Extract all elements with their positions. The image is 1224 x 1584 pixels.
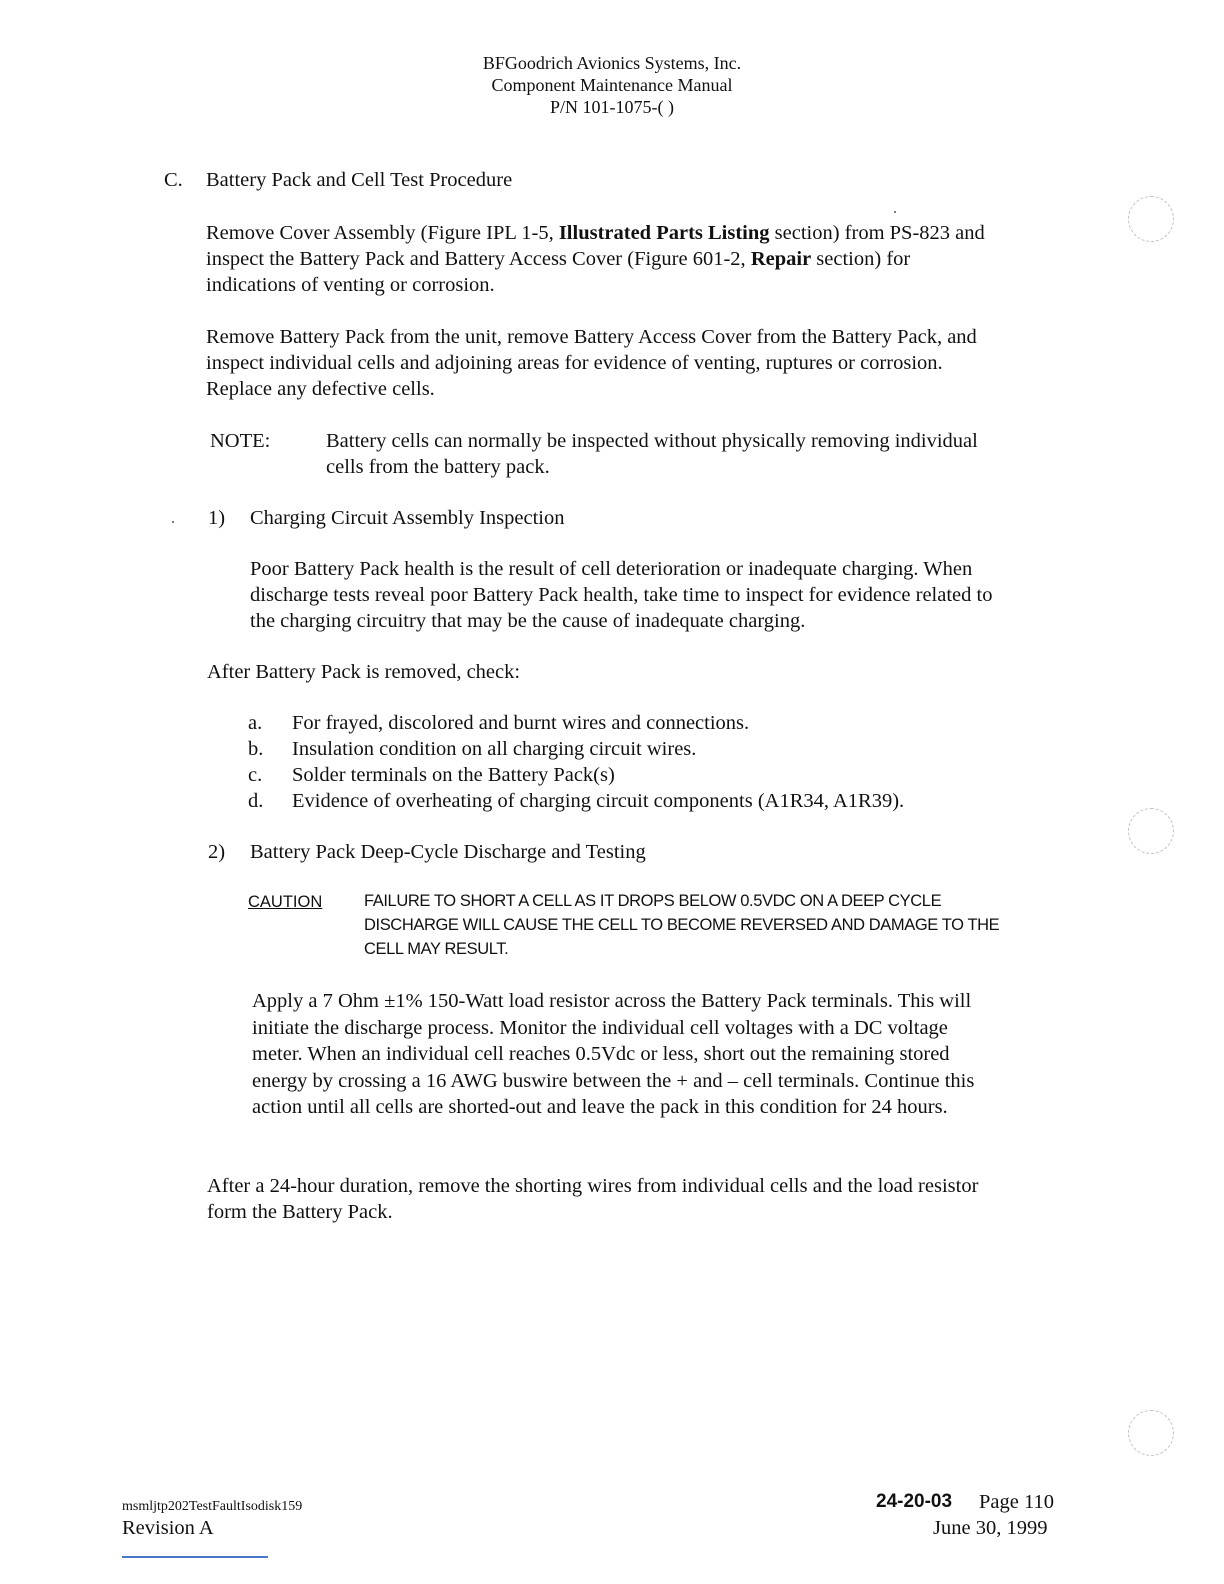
step1-paragraph (250, 556, 1090, 634)
punch-hole-artifact (1128, 1410, 1174, 1456)
page-header (0, 52, 1224, 118)
after-line1: After a 24-hour duration, remove the shorting wires from individual cells and the load resistor (207, 1175, 979, 1197)
scan-speck (172, 521, 174, 523)
list-marker: a. (248, 712, 263, 734)
para1-line2-end: section) for (811, 248, 911, 270)
step1-line3: the charging circuitry that may be the cause of inadequate charging. (250, 610, 806, 632)
header-part-number: P/N 101-1075-( ) (550, 97, 674, 117)
scan-speck (894, 211, 896, 213)
footer-file-id: msmljtp202TestFaultIsodisk159 (122, 1499, 303, 1514)
para1-line3: indications of venting or corrosion. (206, 274, 495, 296)
step1-line1: Poor Battery Pack health is the result of cell deterioration or inadequate charging. When (250, 558, 973, 580)
section-title: Battery Pack and Cell Test Procedure (206, 169, 513, 191)
footer-section-code: 24-20-03 (876, 1491, 953, 1512)
discharge-line5: action until all cells are shorted-out and leave the pack in this condition for 24 hours. (252, 1096, 948, 1119)
list-text: For frayed, discolored and burnt wires and connections. (292, 712, 750, 734)
after-paragraph (207, 1173, 1087, 1225)
footer-date: June 30, 1999 (933, 1517, 1048, 1539)
footer-revision: Revision A (122, 1517, 214, 1539)
list-item (248, 762, 1008, 788)
para1-line2-text: inspect the Battery Pack and Battery Access Cover (Figure 601-2, (206, 248, 751, 270)
list-item (248, 736, 1008, 762)
check-intro: After Battery Pack is removed, check: (207, 661, 521, 683)
repair-ref: Repair (750, 248, 812, 270)
step2-title: Battery Pack Deep-Cycle Discharge and Testing (250, 841, 646, 863)
para1-line1-text: Remove Cover Assembly (Figure IPL 1-5, (206, 222, 559, 244)
para1-line1-end: section) from PS-823 and (769, 222, 985, 244)
list-marker: c. (248, 764, 263, 786)
list-text: Evidence of overheating of charging circuit components (A1R34, A1R39). (292, 790, 905, 812)
note-label: NOTE: (210, 430, 271, 452)
discharge-line4: energy by crossing a 16 AWG buswire between the + and – cell terminals. Continue this (252, 1069, 975, 1092)
list-marker: b. (248, 738, 264, 760)
para2-line1: Remove Battery Pack from the unit, remove Battery Access Cover from the Battery Pack, and (206, 326, 977, 348)
para2-line2: inspect individual cells and adjoining areas for evidence of venting, ruptures or corrosion. (206, 352, 943, 374)
caution-label: CAUTION (248, 893, 323, 911)
note-line1: Battery cells can normally be inspected without physically removing individual (326, 430, 978, 452)
punch-hole-artifact (1128, 196, 1174, 242)
note-text (326, 428, 1086, 480)
footer-page-number: Page 110 (979, 1491, 1054, 1513)
list-marker: d. (248, 790, 264, 812)
list-text: Solder terminals on the Battery Pack(s) (292, 764, 615, 786)
discharge-line3: meter. When an individual cell reaches 0.5Vdc or less, short out the remaining stored (252, 1043, 950, 1066)
para2-line3: Replace any defective cells. (206, 378, 435, 400)
step1-title: Charging Circuit Assembly Inspection (250, 507, 565, 529)
list-item (248, 788, 1008, 814)
note-line2: cells from the battery pack. (326, 456, 550, 478)
section-paragraph-1 (206, 220, 1086, 298)
discharge-line2: initiate the discharge process. Monitor the individual cell voltages with a DC voltage (252, 1016, 948, 1039)
discharge-line1: Apply a 7 Ohm ±1% 150-Watt load resistor across the Battery Pack terminals. This will (252, 990, 972, 1012)
after-line2: form the Battery Pack. (207, 1201, 393, 1223)
discharge-paragraph (252, 988, 1082, 1121)
caution-line1: FAILURE TO SHORT A CELL AS IT DROPS BELOW 0.5VDC ON A DEEP CYCLE (364, 892, 942, 910)
step1-number: 1) (208, 507, 226, 529)
caution-text (364, 889, 1064, 961)
caution-line2: DISCHARGE WILL CAUSE THE CELL TO BECOME REVERSED AND DAMAGE TO THE (364, 916, 1000, 934)
list-item (248, 710, 1008, 736)
punch-hole-artifact (1128, 808, 1174, 854)
step1-line2: discharge tests reveal poor Battery Pack health, take time to inspect for evidence related to (250, 584, 993, 606)
header-company: BFGoodrich Avionics Systems, Inc. (482, 53, 742, 73)
illustrated-parts-listing-ref: Illustrated Parts Listing (558, 222, 770, 244)
section-letter: C. (164, 169, 183, 191)
step2-number: 2) (208, 841, 226, 863)
caution-line3: CELL MAY RESULT. (364, 940, 509, 958)
list-text: Insulation condition on all charging circuit wires. (292, 738, 697, 760)
footer-rule (122, 1556, 268, 1558)
header-manual-title: Component Maintenance Manual (491, 75, 733, 95)
section-paragraph-2 (206, 324, 1086, 402)
